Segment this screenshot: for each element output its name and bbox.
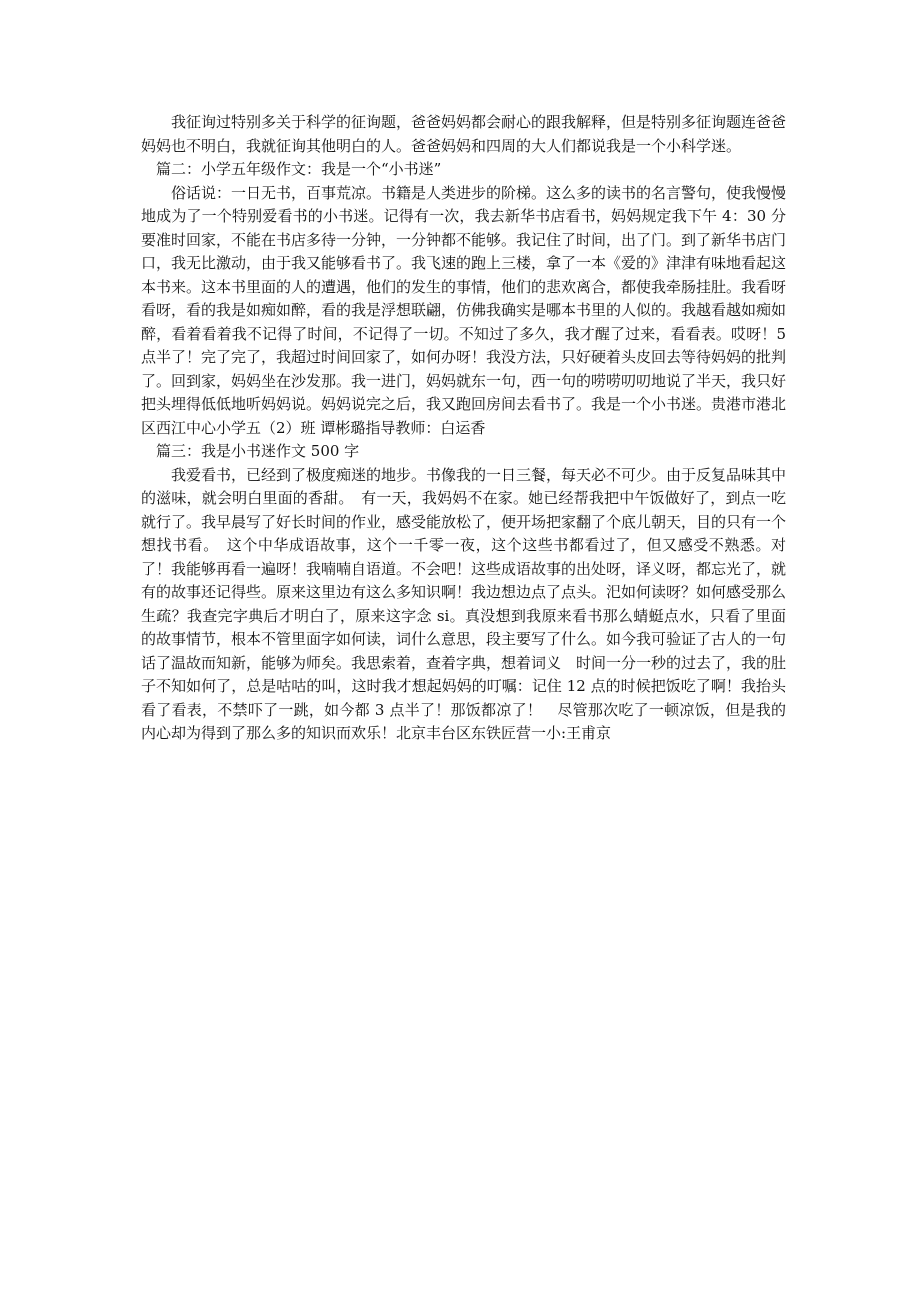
paragraph-intro: 我征询过特别多关于科学的征询题，爸爸妈妈都会耐心的跟我解释，但是特别多征询题连爸爸妈妈也不明白，我就征询其他明白的人。爸爸妈妈和四周的大人们都说我是一个小科学迷。 [141, 113, 787, 155]
section-heading-3: 篇三：我是小书迷作文 500 字 [156, 442, 360, 460]
document-body [141, 111, 786, 746]
paragraph-essay-2: 俗话说：一日无书，百事荒凉。书籍是人类进步的阶梯。这么多的读书的名言警句，使我慢慢地成为了一个特别爱看书的小书迷。记得有一次，我去新华书店看书，妈妈规定我下午 4：30 分要准时回家，不能在书店多待一分钟，一分钟都不能够。我记住了时间，出了门。到了新华书店门口，我无比激动，由于我又能够看书了。我飞速的跑上三楼，拿了一本《爱的》津津有味地看起这本书来。这本书里面的人的遭遇，他们的发生的事情，他们的悲欢离合，都使我牵肠挂肚。我看呀看呀，看的我是如痴如醉，看的我是浮想联翩，仿佛我确实是哪本书里的人似的。我越看越如痴如醉，看着看着我不记得了时间，不记得了一切。不知过了多久，我才醒了过来，看看表。哎呀！5 点半了！完了完了，我超过时间回家了，如何办呀！我没方法，只好硬着头皮回去等待妈妈的批判了。回到家，妈妈坐在沙发那。我一进门，妈妈就东一句，西一句的唠唠叨叨地说了半天，我只好把头埋得低低地听妈妈说。妈妈说完之后，我又跑回房间去看书了。我是一个小书迷。贵港市港北区西江中心小学五（2）班 谭彬璐指导教师：白运香 [141, 183, 787, 437]
section-heading-2: 篇二：小学五年级作文：我是一个“小书迷” [156, 160, 442, 178]
paragraph-essay-3: 我爱看书，已经到了极度痴迷的地步。书像我的一日三餐，每天必不可少。由于反复品味其中的滋味，就会明白里面的香甜。 有一天，我妈妈不在家。她已经帮我把中午饭做好了，到点一吃就行了。我早晨写了好长时间的作业，感受能放松了，便开场把家翻了个底儿朝天，目的只有一个想找书看。 这个中华成语故事，这个一千零一夜，这个这些书都看过了，但又感受不熟悉。对了！我能够再看一遍呀！我喃喃自语道。不会吧！这些成语故事的出处呀，译义呀，都忘光了，就有的故事还记得些。原来这里边有这么多知识啊！我边想边点了点头。汜如何读呀？如何感受那么生疏？我查完字典后才明白了，原来这字念 si。真没想到我原来看书那么蜻蜓点水，只看了里面的故事情节，根本不管里面字如何读，词什么意思，段主要写了什么。如今我可验证了古人的一句话了温故而知新，能够为师矣。我思索着，查着字典，想着词义 时间一分一秒的过去了，我的肚子不知如何了，总是咕咕的叫，这时我才想起妈妈的叮嘱：记住 12 点的时候把饭吃了啊！我抬头看了看表，不禁吓了一跳，如今都 3 点半了！那饭都凉了！ 尽管那次吃了一顿凉饭，但是我的内心却为得到了那么多的知识而欢乐！北京丰台区东铁匠营一小:王甫京 [141, 465, 787, 742]
